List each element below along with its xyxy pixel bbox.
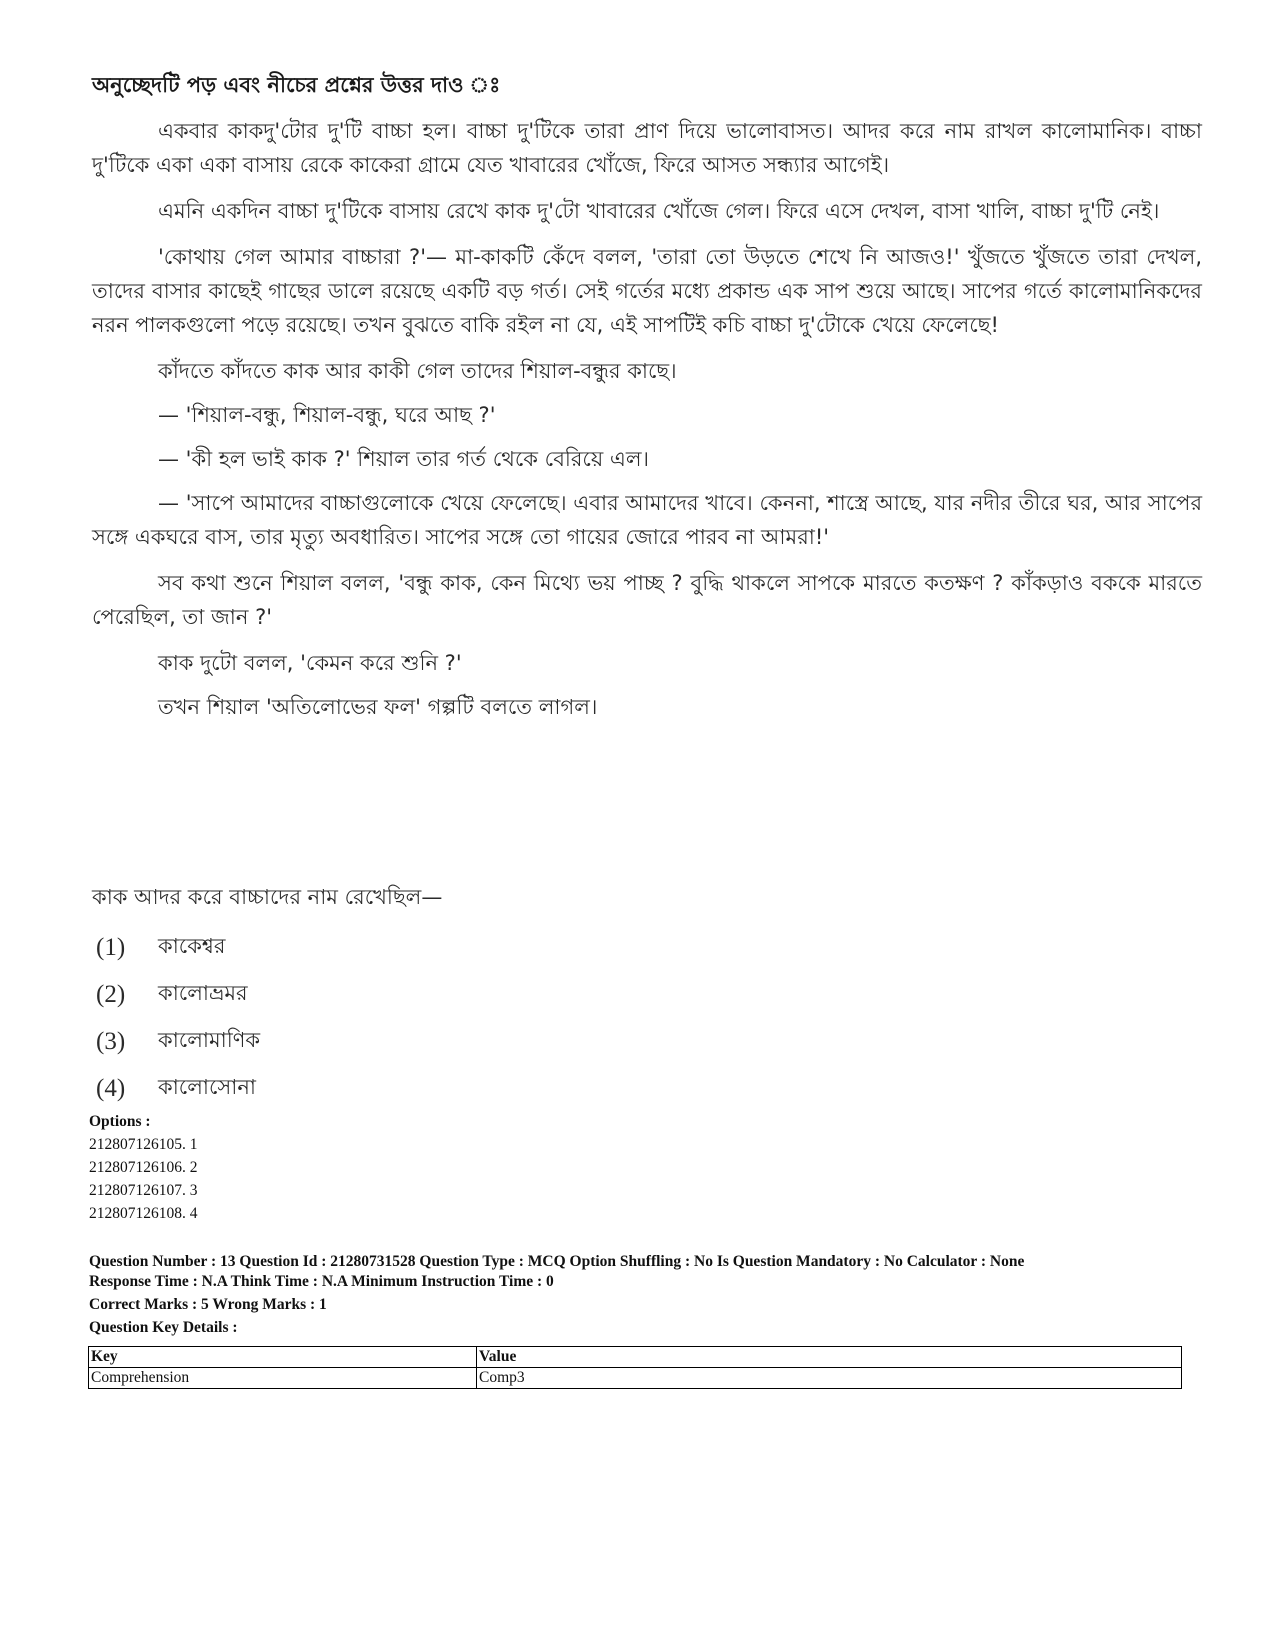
question-info [89,1252,1189,1338]
choice-text: কালোসোনা [158,1075,256,1099]
choice-number: (2) [96,980,126,1008]
choice-number: (1) [96,933,126,961]
option-id: 212807126108. 4 [89,1205,198,1222]
question-info-line: Response Time : N.A Think Time : N.A Minimum Instruction Time : 0 [89,1273,554,1290]
passage-paragraph: একবার কাকদু'টোর দু'টি বাচ্চা হল। বাচ্চা দু'টিকে তারা প্রাণ দিয়ে ভালোবাসত। আদর করে নাম রাখল কালোমানিক। বাচ্চা দু'টিকে একা একা বাসায় রেকে কাকেরা গ্রামে যেত খাবারের খোঁজে, ফিরে আসত সন্ধ্যার আগেই। [92,119,1202,177]
table-row [89,1368,1182,1389]
choice-number: (4) [96,1074,126,1102]
options-list [89,1133,1189,1225]
answer-choices [96,924,696,1112]
answer-choice [96,971,696,1018]
option-id: 212807126105. 1 [89,1136,198,1153]
question-stem: কাক আদর করে বাচ্চাদের নাম রেখেছিল— [92,885,443,909]
table-cell: Comp3 [477,1368,1182,1389]
passage-paragraph: 'কোথায় গেল আমার বাচ্চারা ?'— মা-কাকটি কেঁদে বলল, 'তারা তো উড়তে শেখে নি আজও!' খুঁজতে খুঁজতে তারা দেখল, তাদের বাসার কাছেই গাছের ডালে রয়েছে একটি বড় গর্ত। সেই গর্তের মধ্যে প্রকান্ড এক সাপ শুয়ে আছে। সাপের গর্তে কালোমানিকদের নরন পালকগুলো পড়ে রয়েছে। তখন বুঝতে বাকি রইল না যে, এই সাপটিই কচি বাচ্চা দু'টোকে খেয়ে ফেলেছে! [92,245,1202,337]
passage-paragraph: এমনি একদিন বাচ্চা দু'টিকে বাসায় রেখে কাক দু'টো খাবারের খোঁজে গেল। ফিরে এসে দেখল, বাসা খালি, বাচ্চা দু'টি নেই। [158,199,1160,223]
passage-paragraph: — 'শিয়াল-বন্ধু, শিয়াল-বন্ধু, ঘরে আছ ?' [158,403,496,427]
table-header-row [89,1347,1182,1368]
table-cell: Comprehension [89,1368,477,1389]
table-header-cell: Key [89,1347,477,1368]
table-header-cell: Value [477,1347,1182,1368]
key-details-label: Question Key Details : [89,1319,238,1336]
passage-paragraph: সব কথা শুনে শিয়াল বলল, 'বন্ধু কাক, কেন মিথ্যে ভয় পাচ্ছ ? বুদ্ধি থাকলে সাপকে মারতে কতক্ষণ ? কাঁকড়াও বককে মারতে পেরেছিল, তা জান ?' [92,571,1202,629]
choice-text: কালোমাণিক [158,1028,261,1052]
passage-paragraph: কাঁদতে কাঁদতে কাক আর কাকী গেল তাদের শিয়াল-বন্ধুর কাছে। [158,359,677,383]
answer-choice [96,1018,696,1065]
choice-text: কাকেশ্বর [158,934,226,958]
passage-instruction: অনুচ্ছেদটি পড় এবং নীচের প্রশ্নের উত্তর দাও ঃ [92,73,501,97]
passage-paragraph: তখন শিয়াল 'অতিলোভের ফল' গল্পটি বলতে লাগল। [158,695,598,719]
passage-paragraph: — 'কী হল ভাই কাক ?' শিয়াল তার গর্ত থেকে বেরিয়ে এল। [158,447,650,471]
answer-choice [96,1065,696,1112]
passage-paragraph: — 'সাপে আমাদের বাচ্চাগুলোকে খেয়ে ফেলেছে। এবার আমাদের খাবে। কেননা, শাস্ত্রে আছে, যার নদীর তীরে ঘর, আর সাপের সঙ্গে একঘরে বাস, তার মৃত্যু অবধারিত। সাপের সঙ্গে তো গায়ের জোরে পারব না আমরা!' [92,491,1202,549]
options-label: Options : [89,1113,151,1130]
passage-paragraph: কাক দুটো বলল, 'কেমন করে শুনি ?' [158,651,462,675]
choice-text: কালোভ্রমর [158,981,248,1005]
comprehension-passage [92,68,1202,734]
marks-line: Correct Marks : 5 Wrong Marks : 1 [89,1296,327,1313]
options-block [89,1110,1189,1225]
question-info-line: Question Number : 13 Question Id : 21280731528 Question Type : MCQ Option Shuffling : No Is Question Mandatory : No Calculator : None [89,1253,1025,1270]
option-id: 212807126106. 2 [89,1159,198,1176]
key-details-table [88,1346,1182,1389]
choice-number: (3) [96,1027,126,1055]
option-id: 212807126107. 3 [89,1182,198,1199]
answer-choice [96,924,696,971]
